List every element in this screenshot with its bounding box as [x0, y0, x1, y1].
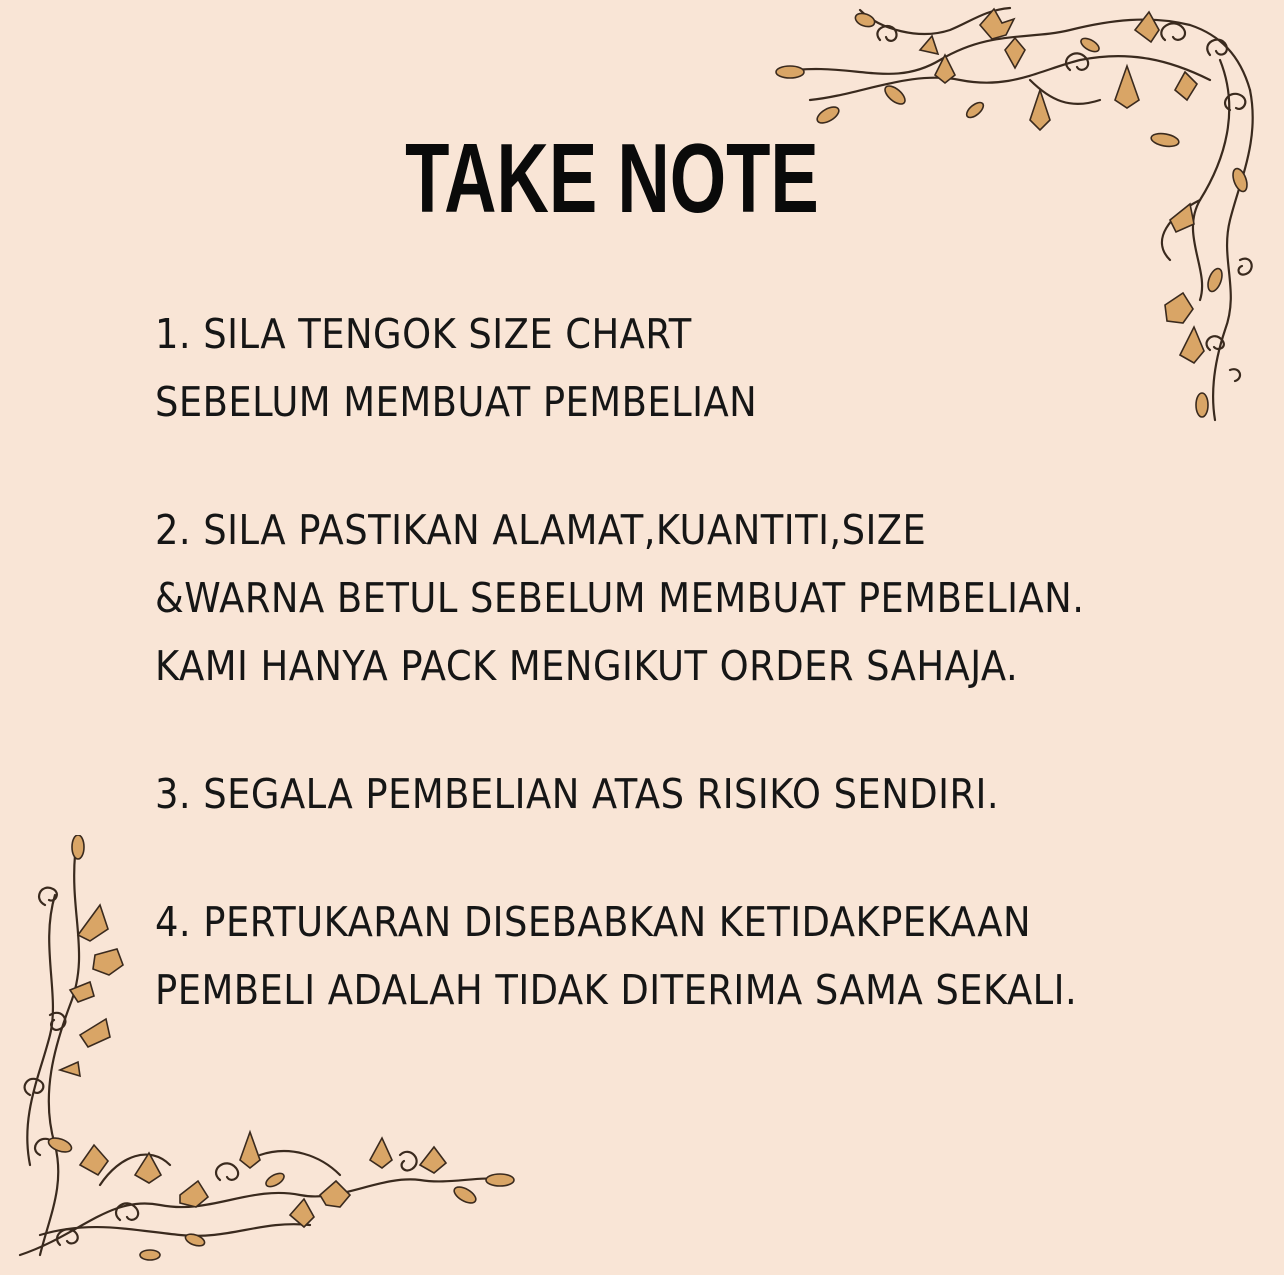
note-item — [155, 760, 1168, 828]
note-line: 1. SILA TENGOK SIZE CHART — [155, 310, 692, 358]
note-item — [155, 300, 1168, 436]
note-item — [155, 888, 1168, 1024]
note-line: &WARNA BETUL SEBELUM MEMBUAT PEMBELIAN. — [155, 574, 1085, 622]
note-line: KAMI HANYA PACK MENGIKUT ORDER SAHAJA. — [155, 642, 1019, 690]
page-title: TAKE NOTE — [405, 123, 819, 233]
note-item — [155, 496, 1168, 700]
note-line: PEMBELI ADALAH TIDAK DITERIMA SAMA SEKALI. — [155, 966, 1078, 1014]
note-line: 2. SILA PASTIKAN ALAMAT,KUANTITI,SIZE — [155, 506, 927, 554]
note-line: SEBELUM MEMBUAT PEMBELIAN — [155, 378, 758, 426]
note-list — [155, 300, 1280, 1024]
note-line: 3. SEGALA PEMBELIAN ATAS RISIKO SENDIRI. — [155, 770, 1000, 818]
note-line: 4. PERTUKARAN DISEBABKAN KETIDAKPEKAAN — [155, 898, 1032, 946]
